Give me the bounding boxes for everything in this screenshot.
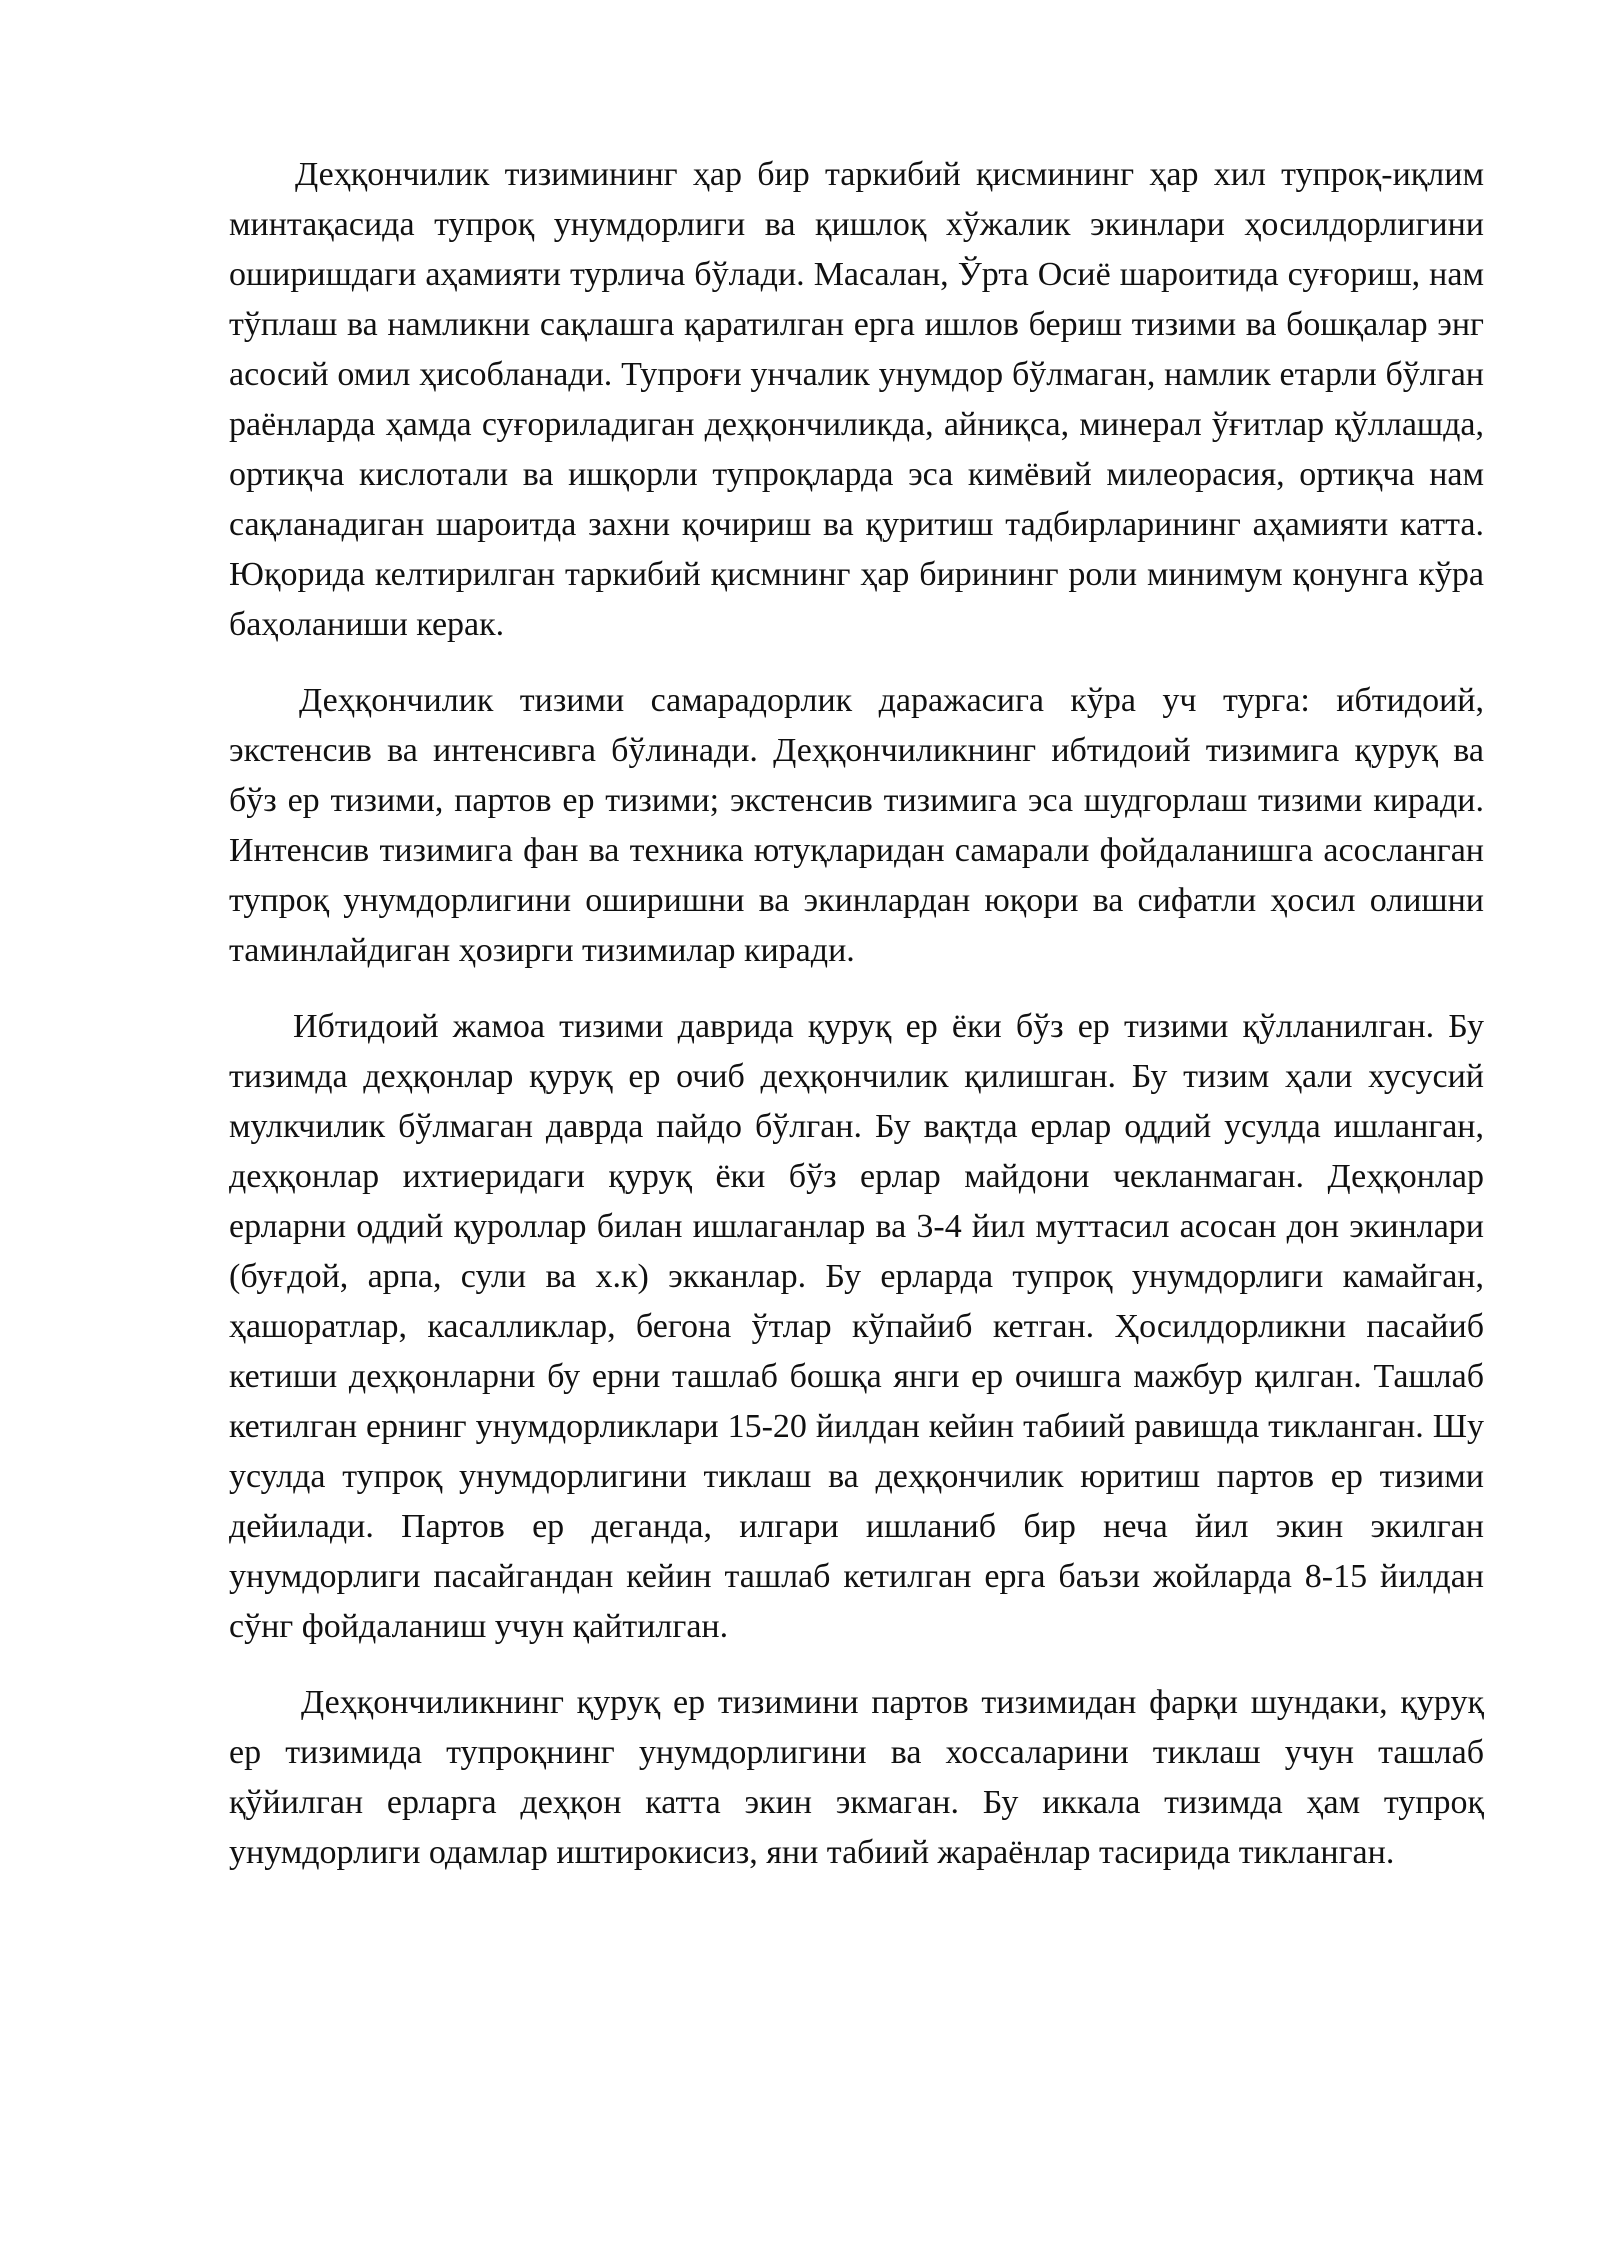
paragraph-1: Деҳқончилик тизимининг ҳар бир таркибий қисмининг ҳар хил тупроқ-иқлим минтақасида тупроқ унумдорлиги ва қишлоқ хўжалик экинлари ҳосилдорлигини оширишдаги аҳамияти турлича бўлади. Масалан, Ўрта Осиё шароитида суғориш, нам тўплаш ва намликни сақлашга қаратилган ерга ишлов бериш тизими ва бошқалар энг асосий омил ҳисобланади. Тупроғи унчалик унумдор бўлмаган, намлик етарли бўлган раёнларда ҳамда суғориладиган деҳқончиликда, айниқса, минерал ўғитлар қўллашда, ортиқча кислотали ва ишқорли тупроқларда эса кимёвий милеорасия, ортиқча нам сақланадиган шароитда захни қочириш ва қуритиш тадбирларининг аҳамияти катта. Юқорида келтирилган таркибий қисмнинг ҳар бирининг роли минимум қонунга кўра баҳоланиши керак. [229, 156, 1484, 643]
document-body [229, 150, 1484, 1904]
paragraph-4: Деҳқончиликнинг қуруқ ер тизимини партов тизимидан фарқи шундаки, қуруқ ер тизимида тупроқнинг унумдорлигини ва хоссаларини тиклаш учун ташлаб қўйилган ерларга деҳқон катта экин экмаган. Бу иккала тизимда ҳам тупроқ унумдорлиги одамлар иштирокисиз, яни табиий жараёнлар тасирида тикланган. [229, 1684, 1484, 1871]
paragraph-3: Ибтидоий жамоа тизими даврида қуруқ ер ёки бўз ер тизими қўлланилган. Бу тизимда деҳқонлар қуруқ ер очиб деҳқончилик қилишган. Бу тизим ҳали хусусий мулкчилик бўлмаган даврда пайдо бўлган. Бу вақтда ерлар оддий усулда ишланган, деҳқонлар ихтиеридаги қуруқ ёки бўз ерлар майдони чекланмаган. Деҳқонлар ерларни оддий қуроллар билан ишлаганлар ва 3-4 йил муттасил асосан дон экинлари (буғдой, арпа, сули ва х.к) экканлар. Бу ерларда тупроқ унумдорлиги камайган, ҳашоратлар, касалликлар, бегона ўтлар кўпайиб кетган. Ҳосилдорликни пасайиб кетиши деҳқонларни бу ерни ташлаб бошқа янги ер очишга мажбур қилган. Ташлаб кетилган ернинг унумдорликлари 15-20 йилдан кейин табиий равишда тикланган. Шу усулда тупроқ унумдорлигини тиклаш ва деҳқончилик юритиш партов ер тизими дейилади. Партов ер деганда, илгари ишланиб бир неча йил экин экилган унумдорлиги пасайгандан кейин ташлаб кетилган ерга баъзи жойларда 8-15 йилдан сўнг фойдаланиш учун қайтилган. [229, 1008, 1484, 1645]
paragraph-2: Деҳқончилик тизими самарадорлик даражасига кўра уч турга: ибтидоий, экстенсив ва интенсивга бўлинади. Деҳқончиликнинг ибтидоий тизимига қуруқ ва бўз ер тизими, партов ер тизими; экстенсив тизимига эса шудгорлаш тизими киради. Интенсив тизимига фан ва техника ютуқларидан самарали фойдаланишга асосланган тупроқ унумдорлигини оширишни ва экинлардан юқори ва сифатли ҳосил олишни таминлайдиган ҳозирги тизимилар киради. [229, 682, 1484, 969]
